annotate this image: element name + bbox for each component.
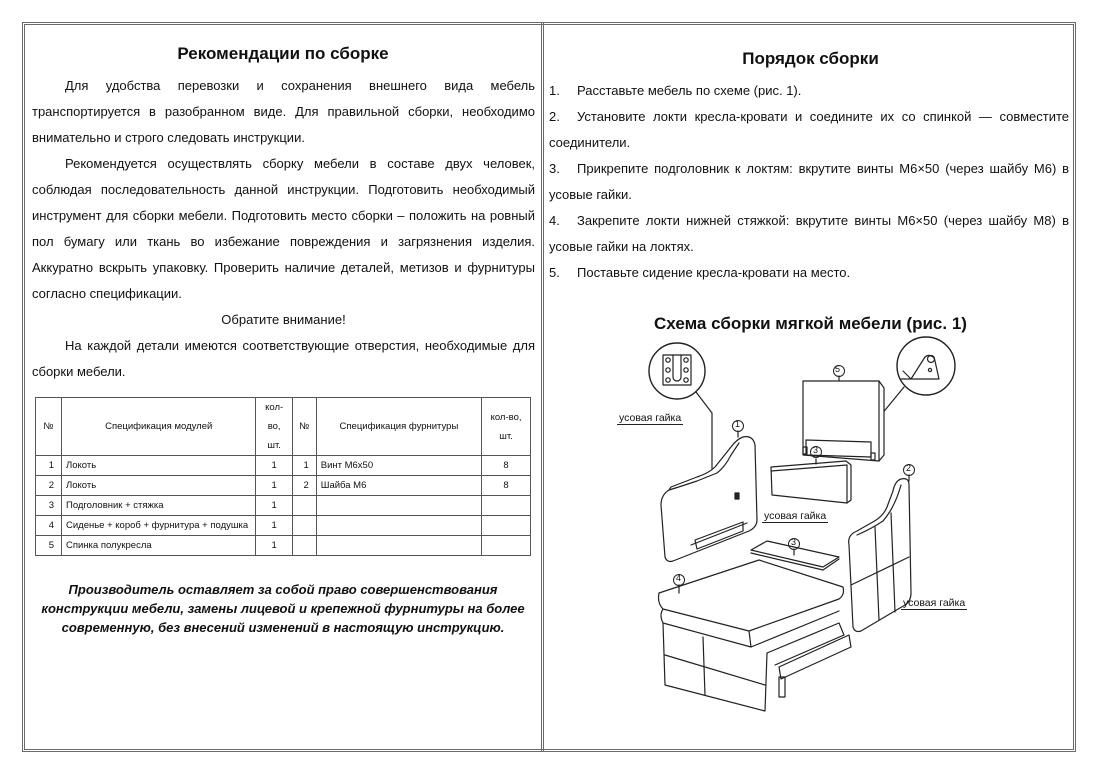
row-hardware-qty	[482, 536, 531, 556]
step-text: Прикрепите подголовник к локтям: вкрутите винты М6×50 (через шайбу М6) в усовые гайки.	[549, 161, 1069, 202]
col-header-modules-qty: кол-во, шт.	[256, 398, 292, 456]
step-number: 1.	[549, 83, 560, 98]
col-header-hardware-qty: кол-во, шт.	[482, 398, 531, 456]
table-row	[36, 476, 531, 496]
assembly-diagram	[619, 335, 1069, 720]
row-hardware: Винт М6х50	[316, 456, 481, 476]
step-number: 2.	[549, 109, 560, 124]
row-module: Локоть	[61, 456, 255, 476]
manufacturer-disclaimer: Производитель оставляет за собой право совершенствования конструкции мебели, замены лицевой и крепежной фурнитуры на более современную, без внесений изменений в настоящую инструкцию.	[41, 582, 525, 635]
row-module-qty: 1	[256, 536, 292, 556]
row-hardware-qty	[482, 496, 531, 516]
col-header-hardware: Спецификация фурнитуры	[316, 398, 481, 456]
part-1-left-armrest	[661, 421, 757, 562]
row-hardware	[316, 496, 481, 516]
part-number-3-lower: 3	[791, 537, 797, 547]
row-num2	[292, 516, 316, 536]
col-header-num2: №	[292, 398, 316, 456]
step-number: 4.	[549, 213, 560, 228]
assembly-recommendation-paragraph: Рекомендуется осуществлять сборку мебели в составе двух человек, соблюдая последовательность данной инструкции. Подготовить необходимый инструмент для сборки мебели. Подготовить место сборки – положить на ровный пол бумагу или ткань во избежание повреждения и загрязнения изделия. Аккуратно вскрыть упаковку. Проверить наличие деталей, метизов и фурнитуры согласно спецификации.	[32, 156, 535, 301]
assembly-step	[549, 78, 1072, 104]
row-hardware-qty: 8	[482, 476, 531, 496]
part-number-3-upper: 3	[813, 445, 819, 455]
row-num2: 2	[292, 476, 316, 496]
row-hardware-qty: 8	[482, 456, 531, 476]
table-row	[36, 456, 531, 476]
assembly-order-panel	[549, 25, 1072, 609]
part-number-4: 4	[676, 573, 682, 583]
step-text: Расставьте мебель по схеме (рис. 1).	[577, 83, 802, 98]
row-num: 2	[36, 476, 62, 496]
row-num: 5	[36, 536, 62, 556]
assembly-step	[549, 208, 1072, 260]
table-row	[36, 516, 531, 536]
step-number: 3.	[549, 161, 560, 176]
row-module-qty: 1	[256, 516, 292, 536]
nut-label-3: усовая гайка	[903, 597, 966, 609]
attention-heading: Обратите внимание!	[221, 312, 346, 327]
part-number-5: 5	[835, 364, 841, 374]
row-num2: 1	[292, 456, 316, 476]
row-num2	[292, 536, 316, 556]
assembly-steps-list	[549, 78, 1072, 286]
assembly-step	[549, 260, 1072, 286]
column-divider	[541, 22, 545, 752]
recommendations-panel	[28, 25, 538, 635]
row-num: 3	[36, 496, 62, 516]
row-hardware	[316, 516, 481, 536]
part-number-1: 1	[735, 419, 741, 429]
step-text: Закрепите локти нижней стяжкой: вкрутите винты М6×50 (через шайбу М8) в усовые гайки на локтях.	[549, 213, 1069, 254]
table-header-row	[36, 398, 531, 456]
row-num: 1	[36, 456, 62, 476]
intro-paragraph: Для удобства перевозки и сохранения внешнего вида мебель транспортируется в разобранном виде. Для правильной сборки, необходимо внимательно и строго следовать инструкции.	[32, 78, 535, 145]
nut-label-1: усовая гайка	[619, 412, 682, 424]
row-module: Подголовник + стяжка	[61, 496, 255, 516]
holes-note: На каждой детали имеются соответствующие отверстия, необходимые для сборки мебели.	[32, 338, 535, 379]
row-num2	[292, 496, 316, 516]
part-4-seat	[659, 560, 852, 711]
row-module-qty: 1	[256, 456, 292, 476]
specification-table	[35, 397, 531, 556]
row-module-qty: 1	[256, 496, 292, 516]
row-module-qty: 1	[256, 476, 292, 496]
row-hardware: Шайба М6	[316, 476, 481, 496]
col-header-num: №	[36, 398, 62, 456]
diagram-title: Схема сборки мягкой мебели (рис. 1)	[654, 314, 967, 333]
nut-label-2: усовая гайка	[764, 510, 827, 522]
row-num: 4	[36, 516, 62, 536]
recommendations-title: Рекомендации по сборке	[177, 44, 389, 63]
table-row	[36, 536, 531, 556]
row-hardware	[316, 536, 481, 556]
row-module: Локоть	[61, 476, 255, 496]
assembly-step	[549, 156, 1072, 208]
row-hardware-qty	[482, 516, 531, 536]
row-module: Спинка полукресла	[61, 536, 255, 556]
col-header-modules: Спецификация модулей	[61, 398, 255, 456]
step-text: Установите локти кресла-кровати и соедините их со спинкой — совместите соединители.	[549, 109, 1069, 150]
step-number: 5.	[549, 265, 560, 280]
row-module: Сиденье + короб + фурнитура + подушка	[61, 516, 255, 536]
assembly-order-title: Порядок сборки	[742, 49, 879, 68]
part-number-2: 2	[906, 463, 912, 473]
assembly-step	[549, 104, 1072, 156]
step-text: Поставьте сидение кресла-кровати на место.	[577, 265, 851, 280]
table-row	[36, 496, 531, 516]
